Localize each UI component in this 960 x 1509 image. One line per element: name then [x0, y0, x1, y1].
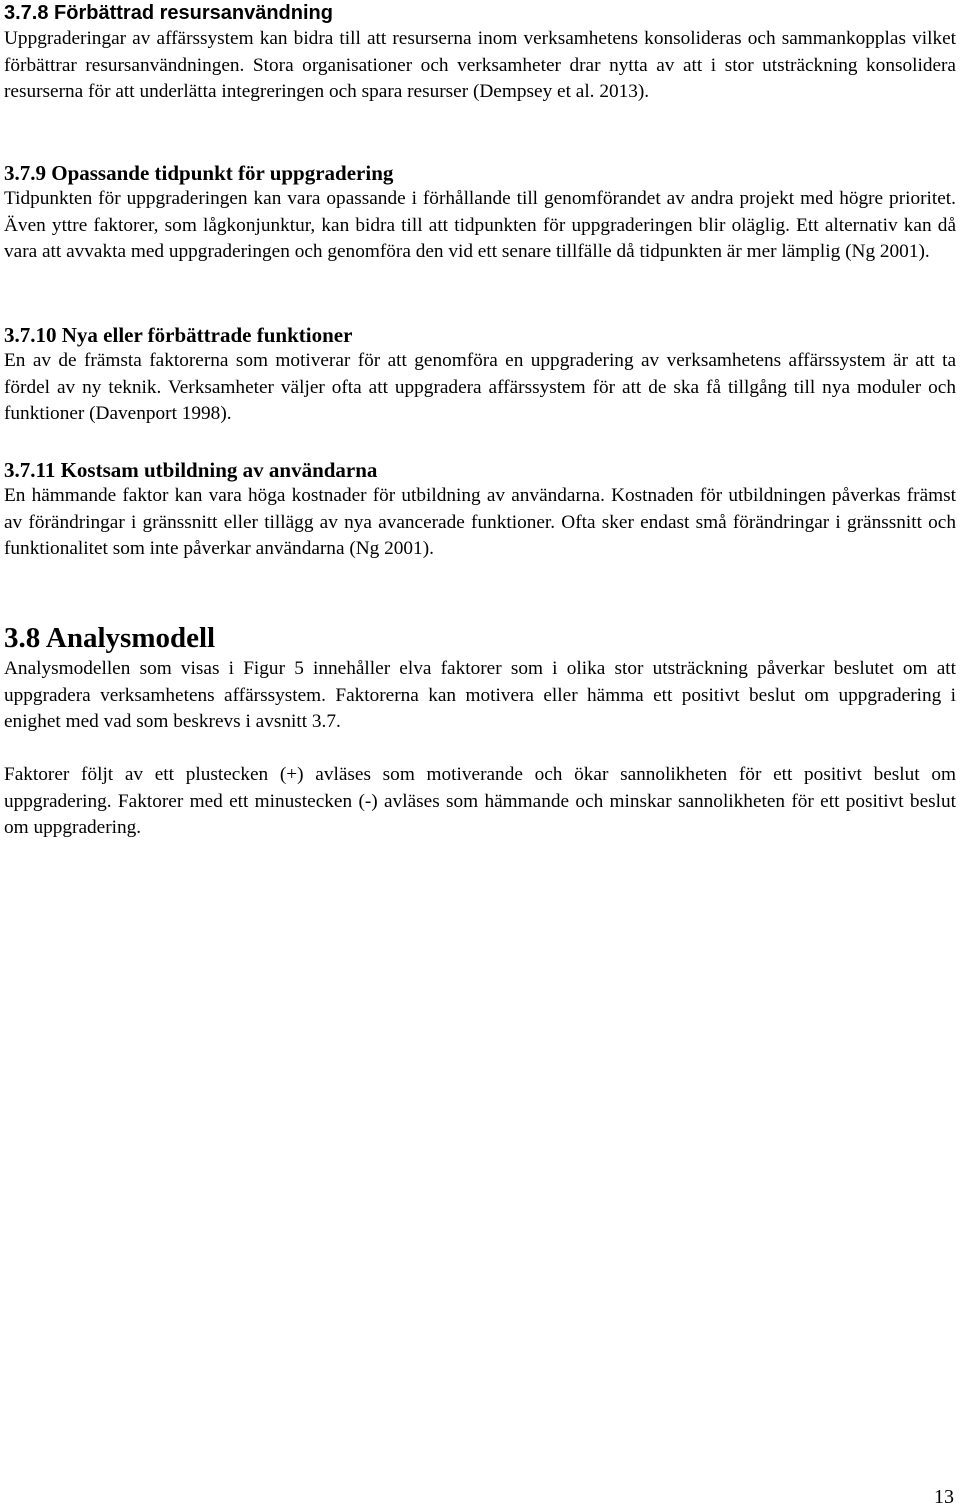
section-3-7-9 [4, 160, 956, 266]
section-heading: 3.7.9 Opassande tidpunkt för uppgradering [4, 161, 394, 185]
section-paragraph: En hämmande faktor kan vara höga kostnader för utbildning av användarna. Kostnaden för utbildningen påverkas främst av förändringar i gränssnitt eller tillägg av nya avancerade funktioner. Ofta sker endast små förändringar i gränssnitt och funktionalitet som inte påverkar användarna (Ng 2001). [4, 485, 956, 560]
section-heading: 3.7.8 Förbättrad resursanvändning [4, 2, 333, 24]
page-number: 13 [934, 1486, 954, 1508]
section-3-8-continued [4, 762, 956, 842]
section-3-7-10 [4, 322, 956, 428]
section-heading: 3.7.10 Nya eller förbättrade funktioner [4, 323, 353, 347]
section-3-7-8 [4, 0, 956, 106]
section-paragraph: Analysmodellen som visas i Figur 5 innehåller elva faktorer som i olika stor utsträckning påverkar beslutet om att uppgradera verksamhetens affärssystem. Faktorerna kan motivera eller hämma ett positivt beslut om uppgradering i enighet med vad som beskrevs i avsnitt 3.7. [4, 658, 956, 733]
section-paragraph: Uppgraderingar av affärssystem kan bidra till att resurserna inom verksamhetens konsolideras och sammankopplas vilket förbättrar resursanvändningen. Stora organisationer och verksamheter drar nytta av att i stor utsträckning konsolidera resurserna för att underlätta integreringen och spara resurser (Dempsey et al. 2013). [4, 28, 956, 103]
section-paragraph: En av de främsta faktorerna som motiverar för att genomföra en uppgradering av verksamhetens affärssystem är att ta fördel av ny teknik. Verksamheter väljer ofta att uppgradera affärssystem för att de ska få tillgång till nya moduler och funktioner (Davenport 1998). [4, 350, 956, 425]
section-3-8 [4, 620, 956, 736]
section-paragraph: Tidpunkten för uppgraderingen kan vara opassande i förhållande till genomförandet av andra projekt med högre prioritet. Även yttre faktorer, som lågkonjunktur, kan bidra till att tidpunkten för uppgraderingen blir oläglig. Ett alternativ kan då vara att avvakta med uppgraderingen och genomföra den vid ett senare tillfälle då tidpunkten är mer lämplig (Ng 2001). [4, 188, 956, 263]
chapter-heading: 3.8 Analysmodell [4, 622, 216, 654]
section-heading: 3.7.11 Kostsam utbildning av användarna [4, 458, 378, 482]
section-3-7-11 [4, 457, 956, 563]
section-paragraph: Faktorer följt av ett plustecken (+) avläses som motiverande och ökar sannolikheten för ett positivt beslut om uppgradering. Faktorer med ett minustecken (-) avläses som hämmande och minskar sannolikheten för ett positivt beslut om uppgradering. [4, 764, 956, 839]
